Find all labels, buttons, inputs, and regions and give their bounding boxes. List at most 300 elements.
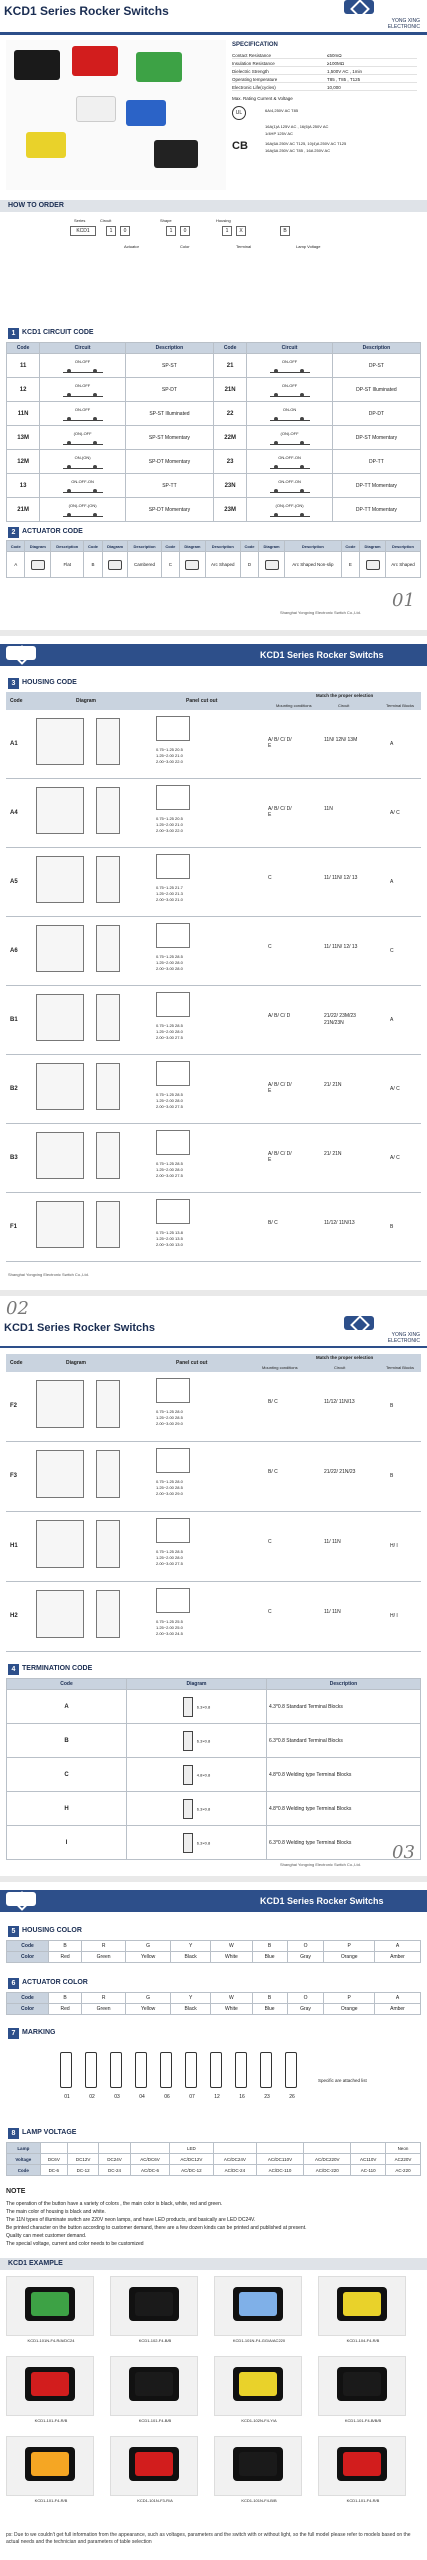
table-cell: AC/DC12V [170,2154,213,2165]
actuator-diagram [185,560,199,570]
circuit-diagram [63,486,103,493]
note-item: Be printed character on the button according to customer demand, there are a few dozen kinds can be printed and published at present. [6,2225,307,2231]
table-row [7,498,421,522]
rating-title: Max. Rating Current & Voltage [232,96,293,101]
housing-diagram [36,1520,84,1568]
table-cell: E [341,552,359,578]
table-cell: SP-DT Momentary [125,450,213,474]
cutout-dimension: 0.75~1.25 20.5 [156,815,183,821]
circuit-diagram [270,438,310,445]
spec-title: SPECIFICATION [232,42,278,48]
circuit-match: 11/ 11N [324,1539,341,1545]
table-cell: 13 [7,474,40,498]
housing-diagram [36,1132,84,1179]
table-cell [303,2143,350,2154]
table-cell: Blue [252,1952,287,1963]
cutout-dimension: 2.00~3.00 24.5 [156,1631,183,1636]
actuator-color-table [6,1992,421,2015]
cutout-dimension: 0.75~1.25 28.5 [156,953,183,959]
table-cell: B [84,552,102,578]
circuit-match: 11/ 11N/ 12/ 13 [324,874,358,881]
table-cell: A [374,1941,420,1952]
circuit-match: 11N [324,805,333,812]
terminal-match: A [390,740,394,747]
housing-row [6,1372,421,1442]
housing-row [6,917,421,986]
table-cell: R [82,1941,126,1952]
table-row: I 6.3×0.8 6.3*0.8 Welding type Terminal Blocks [7,1826,421,1860]
table-cell: LED [170,2143,213,2154]
page-title: KCD1 Series Rocker Switchs [260,650,384,660]
table-cell: SP-DT Momentary [125,498,213,522]
marking-symbol [260,2052,272,2088]
terminal-match: C [390,947,394,954]
spec-row: Dielectric Strength 1,500V AC , 1min [232,68,417,75]
table-cell: Green [82,2004,126,2015]
column-header: Code [84,541,102,552]
table-cell: Gray [287,1952,324,1963]
circuit-table [6,342,421,522]
table-cell [257,2143,304,2154]
housing-row [6,986,421,1055]
housing-side-diagram [96,787,120,834]
mount-condition: C [268,874,272,881]
cutout-dimension: 0.75~1.25 28.0 [156,1479,183,1484]
marking-note: Specific are attached list [318,2078,367,2083]
table-cell: 13M [7,426,40,450]
table-cell: ON-OFF [40,354,126,378]
example-photo [110,2276,198,2336]
housing-diagram [36,1380,84,1428]
spec-row: Operating temperature T85 , T85 , T125 [232,76,417,83]
table-cell: ON-OFF [40,402,126,426]
rocker-green [136,52,182,82]
page-title: KCD1 Series Rocker Switchs [260,1896,384,1906]
example-caption: KCD1-101N-F4-R/A/DC24 [27,2338,75,2343]
example-photo [6,2436,94,2496]
table-cell: B [252,1941,287,1952]
table-cell: P [324,1993,375,2004]
housing-code: A1 [10,740,18,747]
circuit-title: KCD1 CIRCUIT CODE [22,329,94,336]
rocker-blue [126,100,166,126]
example-caption: KCD1-101N-F4-B/B [241,2498,277,2503]
cutout-dimension: 2.00~3.00 27.5 [156,1103,183,1109]
section-number: 6 [8,1978,19,1989]
termination-table: Code Diagram Description A 6.3×0.8 4.3*0.8 Standard Terminal Blocks B 6.3×0.8 6.3*0.8 Standard Terminal Blocks C 4.8×0.8 4.8*0.8 Welding type Terminal Blocks H 6.3×0.8 4.8*0.8 Welding type Terminal Blocks I 6.3×0.8 6.3*0.8 Welding type Terminal Blocks [6,1678,421,1860]
rocker [31,2372,69,2396]
housing-diagram [36,1450,84,1498]
rating-line: 16A(6A 250V AC T125, 10(4)A 250V AC T125 [265,141,347,146]
example-caption: KCD1-101-F4-B/B/B [344,2418,382,2423]
marking-code: 04 [139,2094,145,2100]
lamp-title: LAMP VOLTAGE [22,2129,77,2136]
marking-symbol [185,2052,197,2088]
panel-cutout [156,785,190,810]
table-cell: Neon [385,2143,420,2154]
table-cell: SP-ST Illuminated [125,402,213,426]
rocker [135,2452,173,2476]
panel-cutout [156,1378,190,1403]
cutout-dimension: 0.75~1.25 28.0 [156,1409,183,1414]
table-cell: Arc Shaped [205,552,240,578]
table-cell: 11 [7,354,40,378]
table-cell: Cambered [128,552,161,578]
circuit-diagram [63,510,103,517]
marking-code: 16 [239,2094,245,2100]
housing-side-diagram [96,856,120,903]
rating-line: 16A(6A 250V AC T85 , 16A 250V AC [265,148,331,153]
table-cell: A [7,552,25,578]
table-cell: B [49,1993,82,2004]
table-row: C 4.8×0.8 4.8*0.8 Welding type Terminal Blocks [7,1758,421,1792]
panel-cutout [156,923,190,948]
table-cell: ON-OFF [247,378,333,402]
note-item: The special voltage, current and color needs to be customized [6,2241,144,2247]
example-grid [6,2276,420,2516]
example-caption: KCD1-101-F4-R/B [34,2418,68,2423]
actuator-diagram [108,560,122,570]
product-photo [6,40,226,190]
company-logo [344,0,374,14]
rocker [239,2452,277,2476]
table-cell: DP-TT Momentary [332,498,420,522]
table-cell: G [126,1993,171,2004]
spec-row: Electronic Life(cycles) 10,000 [232,84,417,91]
circuit-diagram [270,366,310,373]
page-1 [0,0,427,630]
housing-table: Code Diagram Panel cut out Match the proper selection Mounting conditions Circuit Terminal Blocks A1 0.75~1.25 20.5 1.25~2.00 21.0 2.00~3.00 22.0 A/ B/ C/ D/ E 11N/ 12N/ 13M A A4 0.75~1.25 20.5 1.25~2.00 21.0 2.00~3.00 22.0 A/ B/ C/ D/ E 11N A/ C A5 0.75~1.25 21.7 1.25~2.00 21.3 2.00~3.00 21.0 C 11/ 11N/ 12/ 13 A A6 0.75~1.25 28.5 1.25~2.00 28.0 2.00~3.00 28.0 C 11/ 11N/ 12/ 13 C B1 0.75~1.25 28.5 1.25~2.00 28.0 2.00~3.00 27.5 A/ B/ C/ D 21/22/ 23M/23 21N/23N A B2 0.75~1.25 28.5 1.25~2.00 28.0 2.00~3.00 27.5 A/ B/ C/ D/ E 21/ 21N A/ C B3 0.75~1.25 28.5 1.25~2.00 28.0 2.00~3.00 27.5 A/ B/ C/ D/ E 21/ 21N A/ C F1 0.75~1.25 13.8 1.25~2.00 13.5 2.00~3.00 13.0 B/ C 11/12/ 11N/13 B [6,692,421,1262]
cutout-dimension: 2.00~3.00 21.0 [156,896,183,902]
housing-code: H2 [10,1613,18,1619]
cutout-dimension: 2.00~3.00 29.0 [156,1421,183,1426]
table-cell: 23N [213,474,246,498]
table-cell: ON-ON [247,402,333,426]
order-box: 1 [106,226,116,236]
table-cell: AC/DC-12 [170,2165,213,2176]
example-photo [214,2436,302,2496]
table-cell: Gray [287,2004,324,2015]
example-photo [6,2356,94,2416]
company-logo [6,646,36,660]
page-number: 03 [392,1842,415,1863]
table-cell: AC-220 [385,2165,420,2176]
actuator-color-title: ACTUATOR COLOR [22,1979,88,1986]
cutout-dimension: 2.00~3.00 27.5 [156,1034,183,1040]
table-cell: AC220V [385,2154,420,2165]
housing-side-diagram [96,925,120,972]
rocker [343,2292,381,2316]
terminal-diagram [183,1799,193,1819]
cutout-dimension: 1.25~2.00 21.0 [156,821,183,827]
rocker [239,2372,277,2396]
table-cell: B [49,1941,82,1952]
example-caption: KCD1-102-F4-B/B [138,2338,172,2343]
actuator-diagram [366,560,380,570]
page-title: KCD1 Series Rocker Switchs [4,1322,156,1334]
example-bar [0,2258,427,2270]
circuit-diagram [63,414,103,421]
order-box: KCD1 [70,226,96,236]
marking-title: MARKING [22,2029,56,2036]
housing-side-diagram [96,1132,120,1179]
table-cell: 23 [213,450,246,474]
rocker-white [76,96,116,122]
mount-condition: C [268,943,272,950]
example-caption: KCD1-101-F4-B/B [138,2418,172,2423]
table-cell: 22M [213,426,246,450]
cutout-dimension: 0.75~1.25 21.7 [156,884,183,890]
section-number: 2 [8,527,19,538]
table-cell: 12 [7,378,40,402]
circuit-diagram [270,390,310,397]
cutout-dimension: 1.25~2.00 28.0 [156,1097,183,1103]
mount-condition: A/ B/ C/ D/ E [268,1150,292,1163]
example-photo [318,2276,406,2336]
bottom-note: ps: Due to we couldn't get full information from the appearance, such as voltages, parameters and the switch with or without light, so the full model please refer to models based on the actual needs and the technician and parameters of table selection [6,2532,411,2545]
table-cell: Red [49,2004,82,2015]
table-cell: White [211,1952,252,1963]
housing-row [6,1124,421,1193]
section-number: 8 [8,2128,19,2139]
rocker-black [14,50,60,80]
cutout-dimension: 1.25~2.00 21.0 [156,752,183,758]
marking-code: 23 [264,2094,270,2100]
table-cell: DC24V [99,2154,130,2165]
table-cell: R [82,1993,126,2004]
housing-code: H1 [10,1543,18,1549]
housing-title: HOUSING CODE [22,679,77,686]
terminal-match: A [390,878,394,885]
housing-code: F3 [10,1473,18,1479]
table-cell: AC/DC-6 [130,2165,169,2176]
rocker [135,2372,173,2396]
company-name: YONG XING [391,18,420,24]
table-cell [180,552,206,578]
circuit-diagram [63,438,103,445]
housing-row [6,710,421,779]
note-title: NOTE [6,2188,26,2195]
cutout-dimension: 1.25~2.00 28.0 [156,1028,183,1034]
housing-row [6,779,421,848]
table-cell: DP-TT [332,450,420,474]
example-caption: KCD1-104-F4-R/B [346,2338,380,2343]
example-photo [110,2356,198,2416]
panel-cutout [156,1448,190,1473]
termination-title: TERMINATION CODE [22,1665,93,1672]
company-subtitle: ELECTRONIC [387,24,420,30]
column-header: Circuit [247,343,333,354]
terminal-match: A/ C [390,1154,400,1161]
table-cell: O [287,1993,324,2004]
note-item: The operation of the button have a variety of colors , the main color is black, white, red and green. [6,2201,223,2207]
table-cell: AC/DC-220 [303,2165,350,2176]
example-photo [214,2276,302,2336]
cutout-dimension: 2.00~3.00 27.5 [156,1172,183,1178]
panel-cutout [156,716,190,741]
column-header: Description [51,541,84,552]
table-cell: DC6V [40,2154,67,2165]
marking-symbol [110,2052,122,2088]
terminal-match: A/ C [390,1085,400,1092]
terminal-diagram [183,1833,193,1853]
order-diagram: KCD1 1 0 1 0 1 X B Series Circuit Shape Actuator Housing Color Lamp Voltage Terminal [70,222,410,302]
company-logo [6,1892,36,1906]
table-cell: AC-110 [351,2165,385,2176]
table-row [7,426,421,450]
table-cell: AC110V [351,2154,385,2165]
example-title: KCD1 EXAMPLE [8,2260,63,2267]
marking-code: 07 [189,2094,195,2100]
table-cell: AC/DC220V [303,2154,350,2165]
cutout-dimension: 2.00~3.00 22.0 [156,758,183,764]
table-row [7,474,421,498]
table-cell: Black [171,2004,211,2015]
table-cell: Orange [324,1952,375,1963]
mount-condition: C [268,1539,272,1545]
table-cell: 23M [213,498,246,522]
actuator-title: ACTUATOR CODE [22,528,83,535]
table-cell: ON-(ON) [40,450,126,474]
table-row: B 6.3×0.8 6.3*0.8 Standard Terminal Blocks [7,1724,421,1758]
marking-code: 03 [114,2094,120,2100]
table-cell: Color [7,1952,49,1963]
marking-code: 06 [164,2094,170,2100]
housing-code: F2 [10,1403,18,1409]
housing-code: B3 [10,1154,18,1161]
cutout-dimension: 0.75~1.25 28.5 [156,1160,183,1166]
panel-cutout [156,1588,190,1613]
table-row: H 6.3×0.8 4.8*0.8 Welding type Terminal Blocks [7,1792,421,1826]
rocker-yellow [26,132,66,158]
circuit-match: 21/22/ 23M/23 21N/23N [324,1012,356,1026]
terminal-match: B [390,1223,394,1230]
rocker [343,2452,381,2476]
page-footer: Shanghai Yongxing Electronic Switch Co.,Ltd. [280,610,361,615]
table-cell [99,2143,130,2154]
order-box: 1 [222,226,232,236]
mount-condition: C [268,1609,272,1615]
table-row [7,450,421,474]
table-cell: Code [7,1941,49,1952]
table-cell [102,552,128,578]
table-cell: W [211,1993,252,2004]
housing-code: B2 [10,1085,18,1092]
mount-condition: B/ C [268,1399,278,1405]
table-cell [68,2143,99,2154]
actuator-table [6,540,421,578]
table-cell: 21M [7,498,40,522]
marking-code: 12 [214,2094,220,2100]
column-header: Description [332,343,420,354]
circuit-diagram [270,510,310,517]
example-caption: KCD1-101N-F3-R/A [137,2498,173,2503]
panel-cutout [156,992,190,1017]
example-photo [110,2436,198,2496]
table-cell: Code [7,1993,49,2004]
terminal-match: B [390,1473,394,1479]
table-cell: DP-ST [332,354,420,378]
table-cell: Amber [374,1952,420,1963]
page-footer: Shanghai Yongxing Electronic Switch Co.,Ltd. [8,1272,89,1277]
terminal-match: H/ I [390,1543,398,1549]
table-cell: DP-ST Illuminated [332,378,420,402]
housing-side-diagram [96,1063,120,1110]
marking-code: 02 [89,2094,95,2100]
marking-symbol [160,2052,172,2088]
column-header: Description [284,541,341,552]
table-cell: Amber [374,2004,420,2015]
table-cell: 22 [213,402,246,426]
cutout-dimension: 2.00~3.00 13.0 [156,1241,183,1247]
column-header: Code [161,541,179,552]
example-caption: KCD1-101-F4-R/B [346,2498,380,2503]
housing-row [6,1442,421,1512]
table-cell: ON-OFF-ON [40,474,126,498]
panel-cutout [156,1130,190,1155]
company-logo [344,1316,374,1330]
example-caption: KCD1-101-F4-R/B [34,2498,68,2503]
marking-symbol [135,2052,147,2088]
terminal-match: B [390,1403,394,1409]
page-number: 01 [392,590,415,611]
housing-side-diagram [96,1380,120,1428]
order-bar [0,200,427,212]
column-header: Description [128,541,161,552]
table-cell: A [374,1993,420,2004]
table-cell: O [287,1941,324,1952]
table-cell: Flat [51,552,84,578]
circuit-diagram [270,462,310,469]
column-header: Circuit [40,343,126,354]
table-cell: W [211,1941,252,1952]
table-cell: SP-ST Momentary [125,426,213,450]
table-cell: D [240,552,258,578]
housing-side-diagram [96,1520,120,1568]
terminal-diagram [183,1697,193,1717]
panel-cutout [156,854,190,879]
housing-row [6,1582,421,1652]
table-cell: ON-OFF [247,354,333,378]
housing-diagram [36,1201,84,1248]
table-cell: Yellow [126,1952,171,1963]
table-cell: Code [7,2165,41,2176]
housing-diagram [36,718,84,765]
cutout-dimension: 1.25~2.00 13.5 [156,1235,183,1241]
column-header: Code [7,343,40,354]
terminal-match: H/ I [390,1613,398,1619]
page-number: 02 [6,1298,29,1319]
housing-side-diagram [96,994,120,1041]
page-4 [0,1882,427,2560]
cutout-dimension: 2.00~3.00 29.0 [156,1491,183,1496]
rating-line: 16A(1)A 125V AC , 16(6)A 250V AC [265,124,329,129]
circuit-match: 21/ 21N [324,1150,342,1157]
table-cell: ON-OFF [40,378,126,402]
notes [6,2200,420,2248]
column-header: Diagram [360,541,386,552]
section-number: 4 [8,1664,19,1675]
housing-row [6,1055,421,1124]
table-cell: Arc Shaped [385,552,420,578]
marking-symbol [235,2052,247,2088]
page-3: 02 KCD1 Series Rocker Switchs YONG XING ELECTRONIC Code Diagram Panel cut out Match the proper selection Mounting conditions Circuit Terminal Blocks F2 0.75~1.25 28.0 1.25~2.00 28.5 2.00~3.00 29.0 B/ C 11/12/ 11N/13 B F3 0.75~1.25 28.0 1.25~2.00 28.5 2.00~3.00 29.0 B/ C 21/22/ 21N/23 B H1 0.75~1.25 28.5 1.25~2.00 28.0 2.00~3.00 27.5 C 11/ 11N H/ I H2 0.75~1.25 25.5 1.25~2.00 25.0 2.00~3.00 24.5 C 11/ 11N H/ I 4 TERMINATION CODE Code Diagram Description A 6.3×0.8 4.3*0.8 Standard Terminal Blocks B 6.3×0.8 6.3*0.8 Standard Terminal Blocks C 4.8×0.8 4.8*0.8 Welding type Terminal Blocks H 6.3×0.8 4.8*0.8 Welding type Terminal Blocks I 6.3×0.8 6.3*0.8 Welding type Terminal Blocks Shanghai Yongxing Electronic Switch Co.,Ltd. 03 [0,1296,427,1876]
note-item: Quality can meet customer demand. [6,2233,87,2239]
housing-side-diagram [96,1590,120,1638]
cutout-dimension: 2.00~3.00 28.0 [156,965,183,971]
order-box: 1 [166,226,176,236]
circuit-match: 11/ 11N/ 12/ 13 [324,943,358,950]
